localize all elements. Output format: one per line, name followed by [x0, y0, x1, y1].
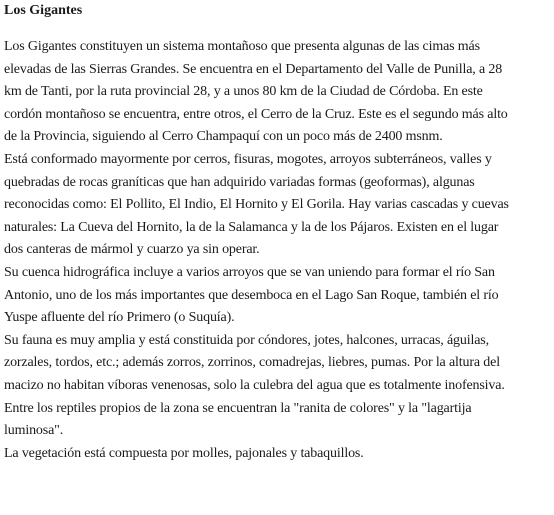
document-body	[4, 36, 552, 465]
text-line: Los Gigantes constituyen un sistema montañoso que presenta algunas de las cimas más	[4, 39, 480, 54]
document-title: Los Gigantes	[4, 3, 83, 18]
text-line: Está conformado mayormente por cerros, fisuras, mogotes, arroyos subterráneos, valles y	[4, 151, 492, 167]
text-line: Yuspe afluente del río Primero (o Suquía).	[4, 310, 235, 326]
text-line: reconocidas como: El Pollito, El Indio, El Hornito y El Gorila. Hay varias cascadas y cuevas	[4, 197, 509, 213]
text-line: elevadas de las Sierras Grandes. Se encuentra en el Departamento del Valle de Punilla, a 28	[4, 61, 503, 77]
text-line: cordón montañoso se encuentra, entre otros, el Cerro de la Cruz. Este es el segundo más alto	[4, 106, 508, 122]
text-line: Su fauna es muy amplia y está constituida por cóndores, jotes, halcones, urracas, águilas,	[4, 332, 489, 348]
text-line: quebradas de rocas graníticas que han adquirido variadas formas (geoformas), algunas	[4, 174, 475, 190]
text-line: luminosa".	[4, 423, 64, 439]
text-line: Entre los reptiles propios de la zona se encuentran la "ranita de colores" y la "lagartija	[4, 400, 472, 416]
document-page	[0, 2, 554, 515]
text-line: La vegetación está compuesta por molles, pajonales y tabaquillos.	[4, 445, 364, 461]
text-line: macizo no habitan víboras venenosas, solo la culebra del agua que es totalmente inofensiva.	[4, 377, 505, 393]
text-line: zorzales, tordos, etc.; además zorros, zorrinos, comadrejas, liebres, pumas. Por la altura del	[4, 355, 500, 371]
text-line: de la Provincia, siguiendo al Cerro Champaquí con un poco más de 2400 msnm.	[4, 129, 443, 145]
text-line: Su cuenca hidrográfica incluye a varios arroyos que se van uniendo para formar el río San	[4, 264, 495, 280]
text-line: Antonio, uno de los más importantes que desemboca en el Lago San Roque, también el río	[4, 287, 499, 303]
text-line: dos canteras de mármol y cuarzo ya sin operar.	[4, 242, 260, 258]
text-line: naturales: La Cueva del Hornito, la de la Salamanca y la de los Pájaros. Existen en el lugar	[4, 219, 499, 235]
text-line: km de Tanti, por la ruta provincial 28, y a unos 80 km de la Ciudad de Córdoba. En este	[4, 84, 483, 100]
